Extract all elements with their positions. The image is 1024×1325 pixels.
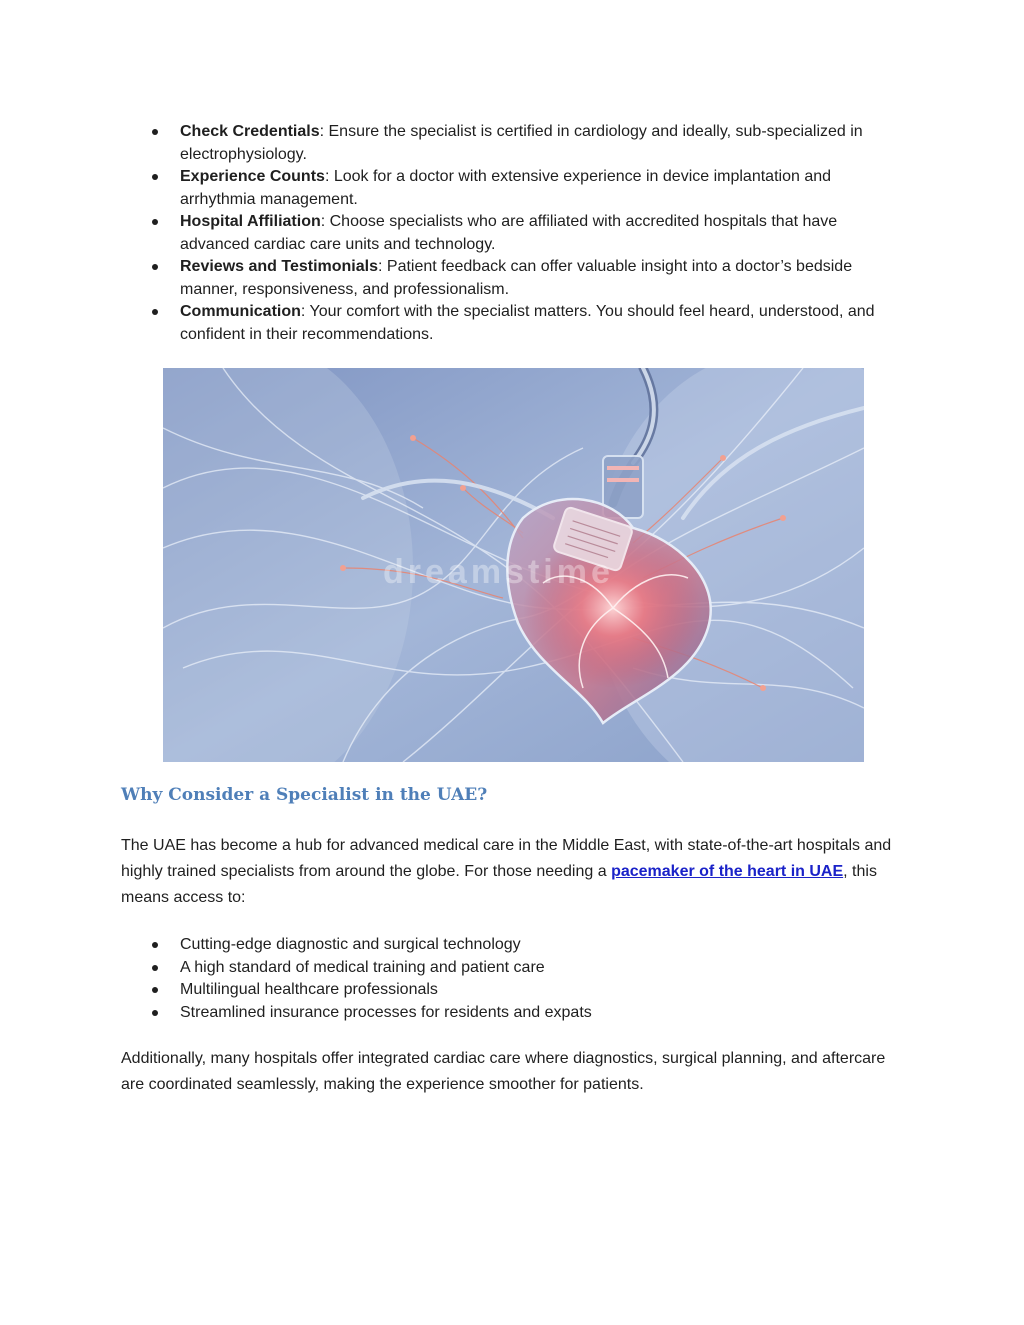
list-item	[120, 121, 910, 166]
criteria-list	[120, 121, 910, 346]
list-item	[120, 166, 910, 211]
criteria-text: : Ensure the specialist is certified in cardiology and ideally, sub-specialized in electrophysiology.	[180, 123, 863, 163]
criteria-term: Communication	[180, 303, 301, 320]
closing-paragraph: Additionally, many hospitals offer integrated cardiac care where diagnostics, surgical planning, and aftercare are coordinated seamlessly, making the experience smoother for patients.	[121, 1050, 886, 1093]
section-heading: Why Consider a Specialist in the UAE?	[121, 785, 488, 805]
list-item: Cutting-edge diagnostic and surgical technology	[120, 934, 910, 957]
criteria-term: Experience Counts	[180, 168, 325, 185]
criteria-text: : Patient feedback can offer valuable insight into a doctor’s bedside manner, responsiveness, and professionalism.	[180, 258, 853, 298]
criteria-term: Hospital Affiliation	[180, 213, 321, 230]
heart-pacemaker-illustration	[163, 368, 864, 762]
list-item	[120, 301, 910, 346]
list-item	[120, 256, 910, 301]
pacemaker-link[interactable]: pacemaker of the heart in UAE	[611, 863, 844, 880]
intro-text-end: , this means access to:	[121, 863, 877, 906]
criteria-text: : Choose specialists who are affiliated with accredited hospitals that have advanced cardiac care units and technology.	[180, 213, 838, 253]
heart-illustration-graphic	[163, 368, 864, 762]
watermark-text: dreamstime	[383, 553, 614, 591]
benefits-list	[120, 934, 910, 1024]
list-item: Multilingual healthcare professionals	[120, 979, 910, 1002]
list-item	[120, 211, 910, 256]
criteria-text: : Your comfort with the specialist matters. You should feel heard, understood, and confident in their recommendations.	[180, 303, 875, 343]
intro-paragraph	[121, 833, 911, 911]
intro-text: The UAE has become a hub for advanced medical care in the Middle East, with state-of-the-art hospitals and highly trained specialists from around the globe. For those needing a	[121, 837, 892, 880]
criteria-term: Reviews and Testimonials	[180, 258, 378, 275]
list-item: A high standard of medical training and patient care	[120, 957, 910, 980]
list-item: Streamlined insurance processes for residents and expats	[120, 1002, 910, 1025]
criteria-text: : Look for a doctor with extensive experience in device implantation and arrhythmia management.	[180, 168, 832, 208]
criteria-term: Check Credentials	[180, 123, 320, 140]
